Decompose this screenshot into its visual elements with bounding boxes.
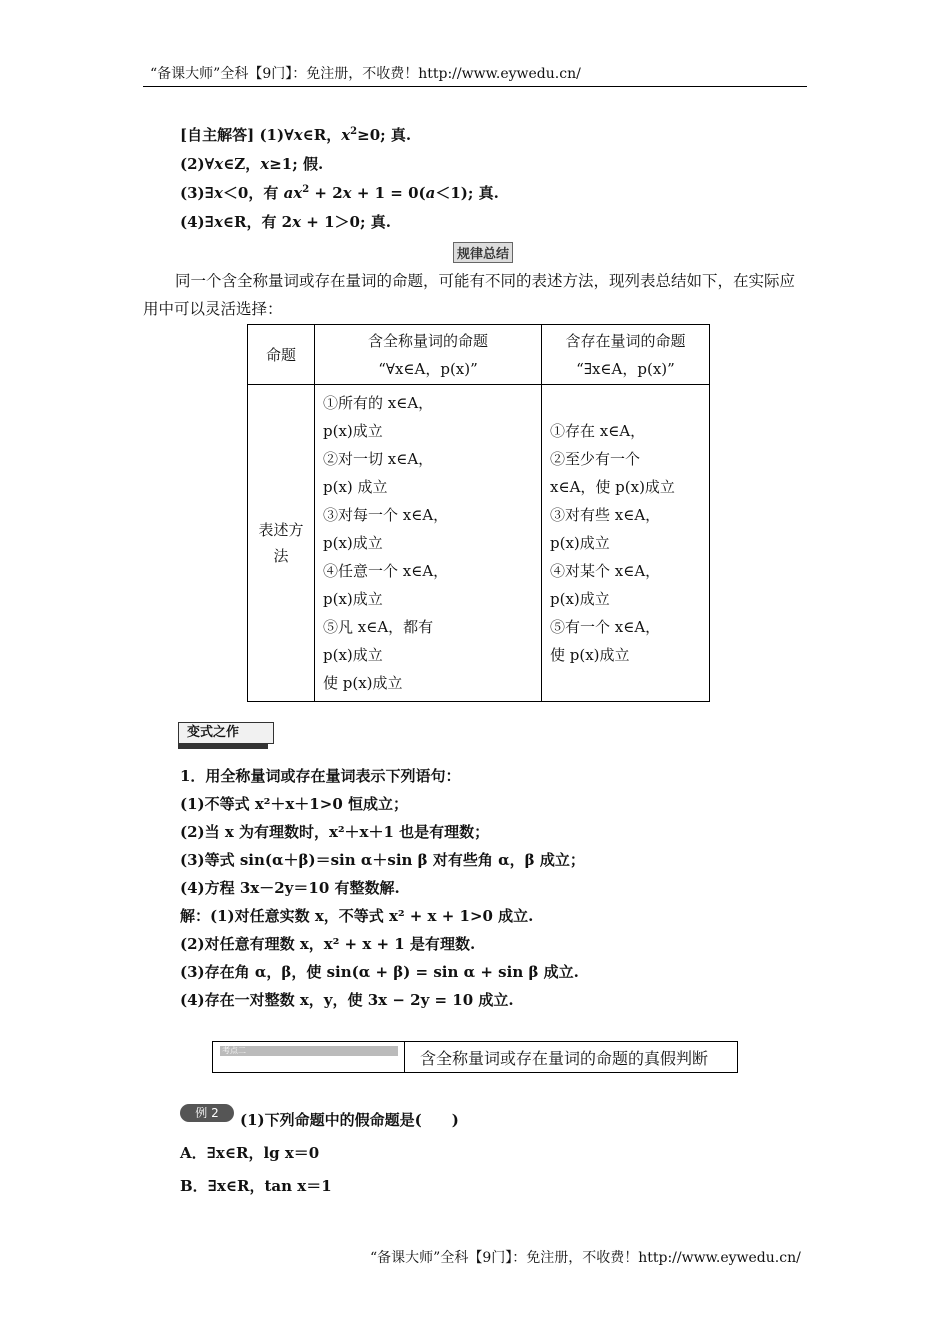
answer-line-2: [180, 153, 323, 174]
list-item: ②至少有一个: [550, 450, 641, 468]
table-header-universal-formula: “∀x∈A，p(x)”: [378, 359, 478, 378]
keypoint-tag: 考点二: [220, 1046, 398, 1056]
list-item: ①所有的 x∈A，: [323, 394, 434, 412]
example-option-a: A．∃x∈R，lg x＝0: [180, 1144, 320, 1162]
list-item: 使 p(x)成立: [550, 646, 630, 664]
keypoint-divider: [404, 1041, 405, 1072]
answer-line-4: [180, 211, 391, 232]
variant-q3: (3)等式 sin(α＋β)＝sin α＋sin β 对有些角 α，β 成立；: [180, 851, 585, 869]
header-divider: [143, 86, 807, 87]
answer-label: [自主解答]: [180, 126, 255, 144]
answer-3-var: x: [213, 184, 223, 202]
table-header-existential-title: 含存在量词的命题: [565, 331, 686, 350]
answer-line-1: [180, 124, 411, 145]
variant-q1: (1)不等式 x²＋x＋1>0 恒成立；: [180, 795, 408, 813]
answer-2-var: x: [214, 155, 224, 173]
list-item: 使 p(x)成立: [323, 674, 403, 692]
answer-4-mid: ∈R，有 2: [222, 213, 293, 231]
variant-s2: (2)对任意有理数 x，x² + x + 1 是有理数.: [180, 935, 476, 953]
table-existential-list: [542, 385, 710, 702]
example-badge: 例 2: [180, 1104, 234, 1122]
answer-4-var: x: [213, 213, 223, 231]
answer-1-mid: ∈R，: [302, 126, 342, 144]
list-item: p(x)成立: [550, 534, 610, 552]
header-text: “备课大师”全科【9门】：免注册，不收费！http://www.eywedu.cn/: [150, 66, 581, 82]
table-header-existential-formula: “∃x∈A，p(x)”: [576, 359, 675, 378]
variant-s1: 解：(1)对任意实数 x，不等式 x² + x + 1>0 成立.: [180, 907, 534, 925]
table-header-proposition-label: 命题: [265, 345, 296, 364]
list-item: ③对有些 x∈A，: [550, 506, 661, 524]
answer-3-var3: x: [342, 184, 352, 202]
answer-3-tail1: + 2: [309, 184, 343, 202]
answer-3-post: ＜1); 真.: [435, 184, 499, 202]
summary-table: [247, 324, 710, 702]
answer-4-prefix: (4)∃: [180, 213, 214, 231]
list-item: ④对某个 x∈A，: [550, 562, 661, 580]
list-item: ⑤凡 x∈A，都有: [323, 618, 434, 636]
table-header-universal: [315, 325, 542, 385]
summary-badge: [453, 242, 513, 263]
variant-s3: (3)存在角 α，β，使 sin(α + β) = sin α + sin β 成立.: [180, 963, 579, 981]
answer-3-a: a: [425, 184, 436, 202]
answer-2-var2: x: [260, 155, 270, 173]
keypoint-title: 含全称量词或存在量词的命题的真假判断: [420, 1049, 709, 1068]
answer-2-post: ≥1; 假.: [269, 155, 324, 173]
example-question: (1)下列命题中的假命题是( ): [240, 1111, 459, 1129]
answer-2-mid: ∈Z，: [223, 155, 261, 173]
answer-3-mid: ＜0，有: [222, 184, 284, 202]
table-row-label: [248, 385, 315, 702]
answer-3-ax: ax: [283, 184, 303, 202]
variant-s4: (4)存在一对整数 x，y，使 3x − 2y = 10 成立.: [180, 991, 514, 1009]
answer-3-tail2: + 1 = 0(: [351, 184, 426, 202]
table-header-existential: [542, 325, 710, 385]
list-item: p(x)成立: [323, 422, 383, 440]
variant-q2: (2)当 x 为有理数时，x²＋x＋1 也是有理数；: [180, 823, 490, 841]
answer-2-prefix: (2)∀: [180, 155, 215, 173]
answer-3-exp: 2: [302, 184, 310, 195]
list-item: x∈A，使 p(x)成立: [550, 478, 675, 496]
list-item: p(x) 成立: [323, 478, 388, 496]
list-item: ⑤有一个 x∈A，: [550, 618, 661, 636]
answer-3-prefix: (3)∃: [180, 184, 214, 202]
answer-1-prefix: (1)∀: [259, 126, 294, 144]
answer-1-exp: 2: [350, 126, 358, 137]
summary-intro: 同一个含全称量词或存在量词的命题，可能有不同的表述方法，现列表总结如下，在实际应用中可以灵活选择：: [143, 272, 796, 318]
table-header-proposition: [248, 325, 315, 385]
list-item: p(x)成立: [323, 646, 383, 664]
list-item: ③对每一个 x∈A，: [323, 506, 449, 524]
table-header-universal-title: 含全称量词的命题: [367, 331, 488, 350]
variant-badge-bar: [178, 743, 268, 749]
list-item: p(x)成立: [550, 590, 610, 608]
answer-4-post: + 1＞0; 真.: [301, 213, 391, 231]
answer-4-var2: x: [292, 213, 302, 231]
list-item: ①存在 x∈A，: [550, 422, 646, 440]
list-item: p(x)成立: [323, 534, 383, 552]
variant-badge: 变式之作: [178, 722, 274, 744]
variant-q4: (4)方程 3x－2y＝10 有整数解.: [180, 879, 400, 897]
answer-1-var2: x: [341, 126, 351, 144]
list-item: p(x)成立: [323, 590, 383, 608]
footer-text: “备课大师”全科【9门】：免注册，不收费！http://www.eywedu.cn/: [370, 1250, 801, 1266]
answer-line-3: [180, 182, 499, 203]
summary-badge-label: 规律总结: [453, 242, 513, 263]
example-option-b: B．∃x∈R，tan x＝1: [180, 1177, 332, 1195]
table-row-label-text: 表述方法: [258, 521, 304, 565]
variant-question-title: 1．用全称量词或存在量词表示下列语句：: [180, 767, 461, 785]
answer-1-post: ≥0; 真.: [357, 126, 412, 144]
list-item: ②对一切 x∈A，: [323, 450, 434, 468]
list-item: ④任意一个 x∈A，: [323, 562, 449, 580]
answer-1-var: x: [293, 126, 303, 144]
table-universal-list: [315, 385, 542, 702]
